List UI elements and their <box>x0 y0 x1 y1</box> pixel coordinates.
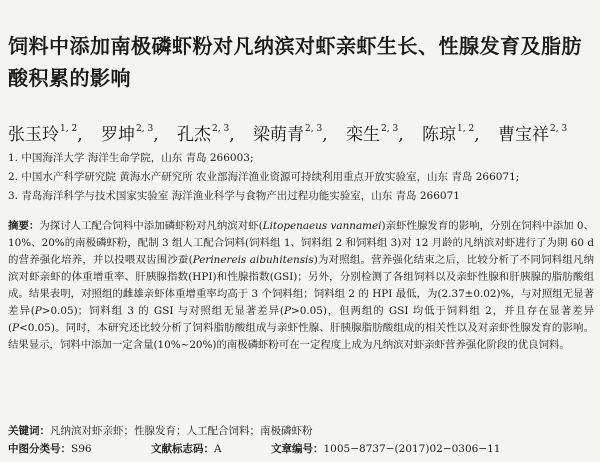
author: 栾生$^{2, 3}$, <box>346 124 404 145</box>
author-name: 张玉玲 <box>8 125 59 145</box>
abstract-text: <0.05)。同时，本研究还比较分析了饲料脂肪酸组成与亲虾性腺、肝胰腺脂肪酸组成的相关性以及对亲虾性腺发育的影响。结果显示，饲料中添加一定含量(10%~20%)的南极磷虾粉可在一定程度上成为凡纳滨对虾亲虾营养强化阶段的优良饲料。 <box>8 322 594 351</box>
clc-label: 中图分类号： <box>8 443 71 455</box>
author: 罗坤$^{2, 3}$, <box>101 124 159 145</box>
author: 孔杰$^{2, 3}$, <box>177 124 235 145</box>
clc-field <box>8 442 151 456</box>
author-affil-sup: 2, 3 <box>136 124 154 134</box>
author-name: 陈琼 <box>422 125 456 145</box>
keywords <box>8 424 593 438</box>
abstract-text: >0.05)，但两组的 GSI 均低于饲料组 2，并且存在显著差异( <box>8 305 595 334</box>
doc-code-value: A <box>214 443 222 455</box>
author-name: 孔杰 <box>177 125 211 145</box>
author-affil-sup: 1, 2 <box>457 124 475 134</box>
author-list <box>8 118 593 146</box>
keywords-label: 关键词： <box>8 425 50 437</box>
author: 张玉玲$^{1, 2}$, <box>8 124 83 145</box>
abstract <box>8 218 594 354</box>
author <box>498 125 567 145</box>
abstract-label: 摘要： <box>8 220 40 232</box>
article-no-value: 1005−8737−(2017)02−0306−11 <box>323 443 501 455</box>
author-affil-sup: 2, 3 <box>212 124 230 134</box>
abstract-text: 为探讨人工配合饲料中添加磷虾粉对凡纳滨对虾( <box>39 220 263 232</box>
author-name: 梁萌青 <box>253 125 304 145</box>
abstract-text: )为对照组。营养强化结束之后，比较分析了不同饲料组凡纳滨对虾亲虾的体重增重率、肝胰腺指数(HPI)和性腺指数(GSI)；另外，分别检测了各组饲料以及亲虾性腺和肝胰腺的脂肪酸组成。结果表明，对照组的雌雄亲虾体重增重率均高于 3 个饲料组；饲料组 2 的 HPI 最低，为(2.37±0.02)%，与对照组无显著差异( <box>8 254 594 317</box>
clc-value: S96 <box>71 443 92 455</box>
author-name: 栾生 <box>346 125 380 145</box>
affiliation-3: 3. 青岛海洋科学与技术国家实验室 海洋渔业科学与食物产出过程功能实验室，山东 青岛 266071 <box>8 190 460 202</box>
p-symbol: P <box>12 322 20 334</box>
p-symbol: P <box>284 305 291 317</box>
author: 梁萌青$^{2, 3}$, <box>253 124 328 145</box>
article-no-label: 文章编号： <box>271 443 324 455</box>
species-name: Litopenaeus vannamei <box>262 220 382 232</box>
article-meta <box>8 442 593 456</box>
author-affil-sup: 2, 3 <box>305 124 323 134</box>
author-name: 罗坤 <box>101 125 135 145</box>
species-name: Perinereis aibuhitensis <box>192 254 314 266</box>
article-no-field <box>271 442 501 456</box>
author-affil-sup: 2, 3 <box>550 124 568 134</box>
p-symbol: P <box>34 305 42 317</box>
keywords-text: 凡纳滨对虾亲虾；性腺发育；人工配合饲料；南极磷虾粉 <box>50 425 313 437</box>
abstract-text: )亲虾性腺发育的影响，分别在饲料中添加 0、10%、20%的南极磷虾粉，配制 3 组人工配合饲料(饲料组 1、饲料组 2 和饲料组 3)对 12 月龄的凡纳滨对虾进行了为期 60 d 的营养强化培养，并以投喂双齿围沙蚕( <box>8 220 594 266</box>
doc-code-label: 文献标志码： <box>151 443 214 455</box>
author: 陈琼$^{1, 2}$, <box>422 124 480 145</box>
author-affil-sup: 1, 2 <box>60 124 78 134</box>
author-name: 曹宝祥 <box>498 125 549 145</box>
doc-code-field <box>151 442 271 456</box>
affiliation-2: 2. 中国水产科学研究院 黄海水产研究所 农业部海洋渔业资源可持续利用重点开放实验室，山东 青岛 266071; <box>8 171 520 183</box>
affiliation-1: 1. 中国海洋大学 海洋生命学院，山东 青岛 266003; <box>8 152 254 164</box>
paper-title: 饲料中添加南极磷虾粉对凡纳滨对虾亲虾生长、性腺发育及脂肪酸积累的影响 <box>8 34 582 90</box>
abstract-text: >0.05)；饲料组 3 的 GSI 与对照组无显著差异( <box>41 305 284 317</box>
author-affil-sup: 2, 3 <box>381 124 399 134</box>
